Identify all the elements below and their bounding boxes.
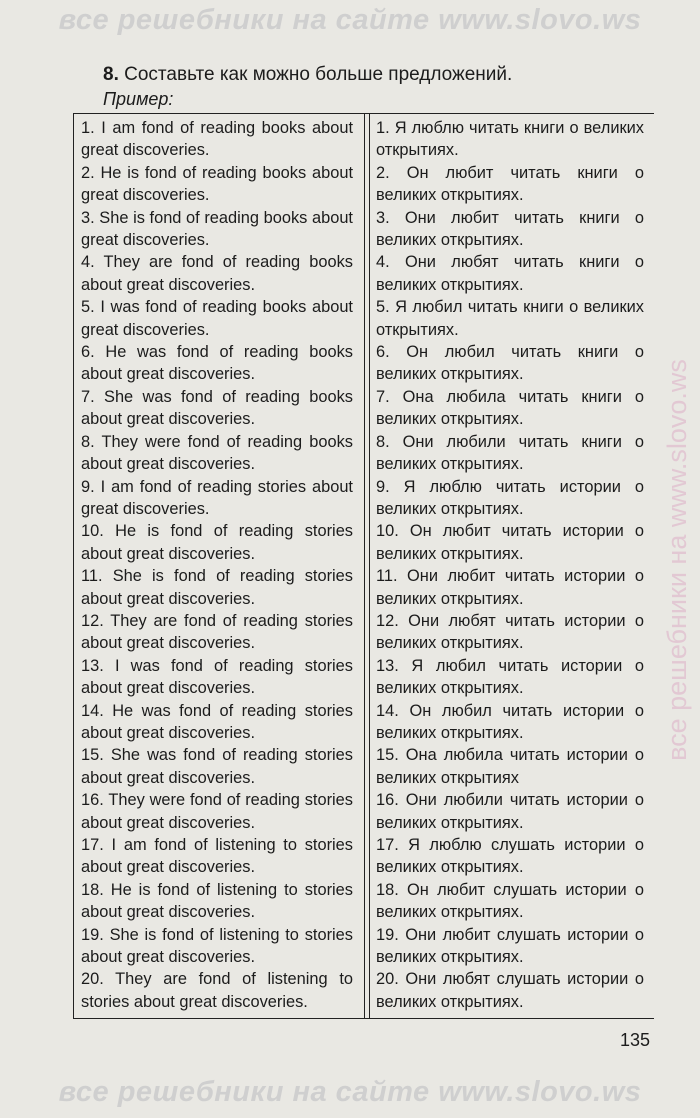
russian-sentence: 1. Я люблю читать книги о великих открытиях.	[376, 119, 644, 160]
russian-sentence: 5. Я любил читать книги о великих открытиях.	[376, 298, 644, 339]
watermark-bottom: все решебники на сайте www.slovo.ws	[58, 1076, 642, 1108]
russian-sentence: 6. Он любил читать книги о великих открытиях.	[376, 343, 644, 384]
english-sentence: 10. He is fond of reading stories about great discoveries.	[81, 522, 353, 563]
english-sentence: 17. I am fond of listening to stories about great discoveries.	[81, 836, 353, 877]
english-column	[81, 117, 353, 1013]
english-sentence: 7. She was fond of reading books about great discoveries.	[81, 387, 353, 429]
page-number: 135	[620, 1030, 651, 1050]
english-sentence: 5. I was fond of reading books about great discoveries.	[81, 298, 353, 339]
russian-sentence: 16. Они любили читать истории о великих открытиях.	[376, 791, 644, 832]
column-divider	[364, 113, 365, 1018]
russian-sentence: 19. Они любит слушать истории о великих открытиях.	[376, 925, 644, 967]
english-sentence: 19. She is fond of listening to stories about great discoveries.	[81, 925, 353, 967]
russian-sentence: 10. Он любит читать истории о великих открытиях.	[376, 522, 644, 563]
russian-sentence: 17. Я люблю слушать истории о великих открытиях.	[376, 836, 644, 877]
english-sentence: 20. They are fond of listening to stories about great discoveries.	[81, 970, 353, 1011]
column-divider-inner	[369, 113, 370, 1018]
english-sentence: 13. I was fond of reading stories about great discoveries.	[81, 656, 353, 698]
watermark-top: все решебники на сайте www.slovo.ws	[58, 4, 642, 36]
english-sentence: 8. They were fond of reading books about great discoveries.	[81, 432, 353, 474]
english-sentence: 2. He is fond of reading books about great discoveries.	[81, 163, 353, 205]
russian-sentence: 4. Они любят читать книги о великих открытиях.	[376, 253, 644, 294]
russian-sentence: 3. Они любит читать книги о великих открытиях.	[376, 208, 644, 250]
russian-sentence: 12. Они любят читать истории о великих открытиях.	[376, 611, 644, 653]
sentence-table	[73, 113, 654, 1019]
watermark-side: все решебники на www.slovo.ws	[662, 359, 692, 761]
english-sentence: 9. I am fond of reading stories about great discoveries.	[81, 477, 353, 518]
task-text: Составьте как можно больше предложений.	[124, 64, 513, 85]
russian-column	[376, 117, 644, 1013]
english-sentence: 3. She is fond of reading books about great discoveries.	[81, 208, 353, 250]
example-label: Пример:	[103, 89, 174, 109]
english-sentence: 11. She is fond of reading stories about great discoveries.	[81, 567, 353, 608]
english-sentence: 6. He was fond of reading books about great discoveries.	[81, 343, 353, 384]
task-number: 8.	[103, 64, 119, 85]
english-sentence: 16. They were fond of reading stories about great discoveries.	[81, 791, 353, 832]
russian-sentence: 2. Он любит читать книги о великих открытиях.	[376, 163, 644, 205]
russian-sentence: 9. Я люблю читать истории о великих открытиях.	[376, 477, 644, 518]
english-sentence: 4. They are fond of reading books about great discoveries.	[81, 253, 353, 294]
english-sentence: 18. He is fond of listening to stories about great discoveries.	[81, 880, 353, 922]
russian-sentence: 7. Она любила читать книги о великих открытиях.	[376, 387, 644, 429]
russian-sentence: 14. Он любил читать истории о великих открытиях.	[376, 701, 644, 742]
russian-sentence: 15. Она любила читать истории о великих открытиях	[376, 746, 644, 787]
russian-sentence: 20. Они любят слушать истории о великих открытиях.	[376, 970, 644, 1011]
english-sentence: 12. They are fond of reading stories about great discoveries.	[81, 611, 353, 653]
english-sentence: 15. She was fond of reading stories about great discoveries.	[81, 746, 353, 787]
english-sentence: 1. I am fond of reading books about great discoveries.	[81, 119, 353, 160]
english-sentence: 14. He was fond of reading stories about great discoveries.	[81, 701, 353, 742]
russian-sentence: 8. Они любили читать книги о великих открытиях.	[376, 432, 644, 474]
russian-sentence: 11. Они любит читать истории о великих открытиях.	[376, 567, 644, 608]
task-heading	[103, 64, 512, 86]
russian-sentence: 18. Он любит слушать истории о великих открытиях.	[376, 880, 644, 922]
russian-sentence: 13. Я любил читать истории о великих открытиях.	[376, 656, 644, 698]
